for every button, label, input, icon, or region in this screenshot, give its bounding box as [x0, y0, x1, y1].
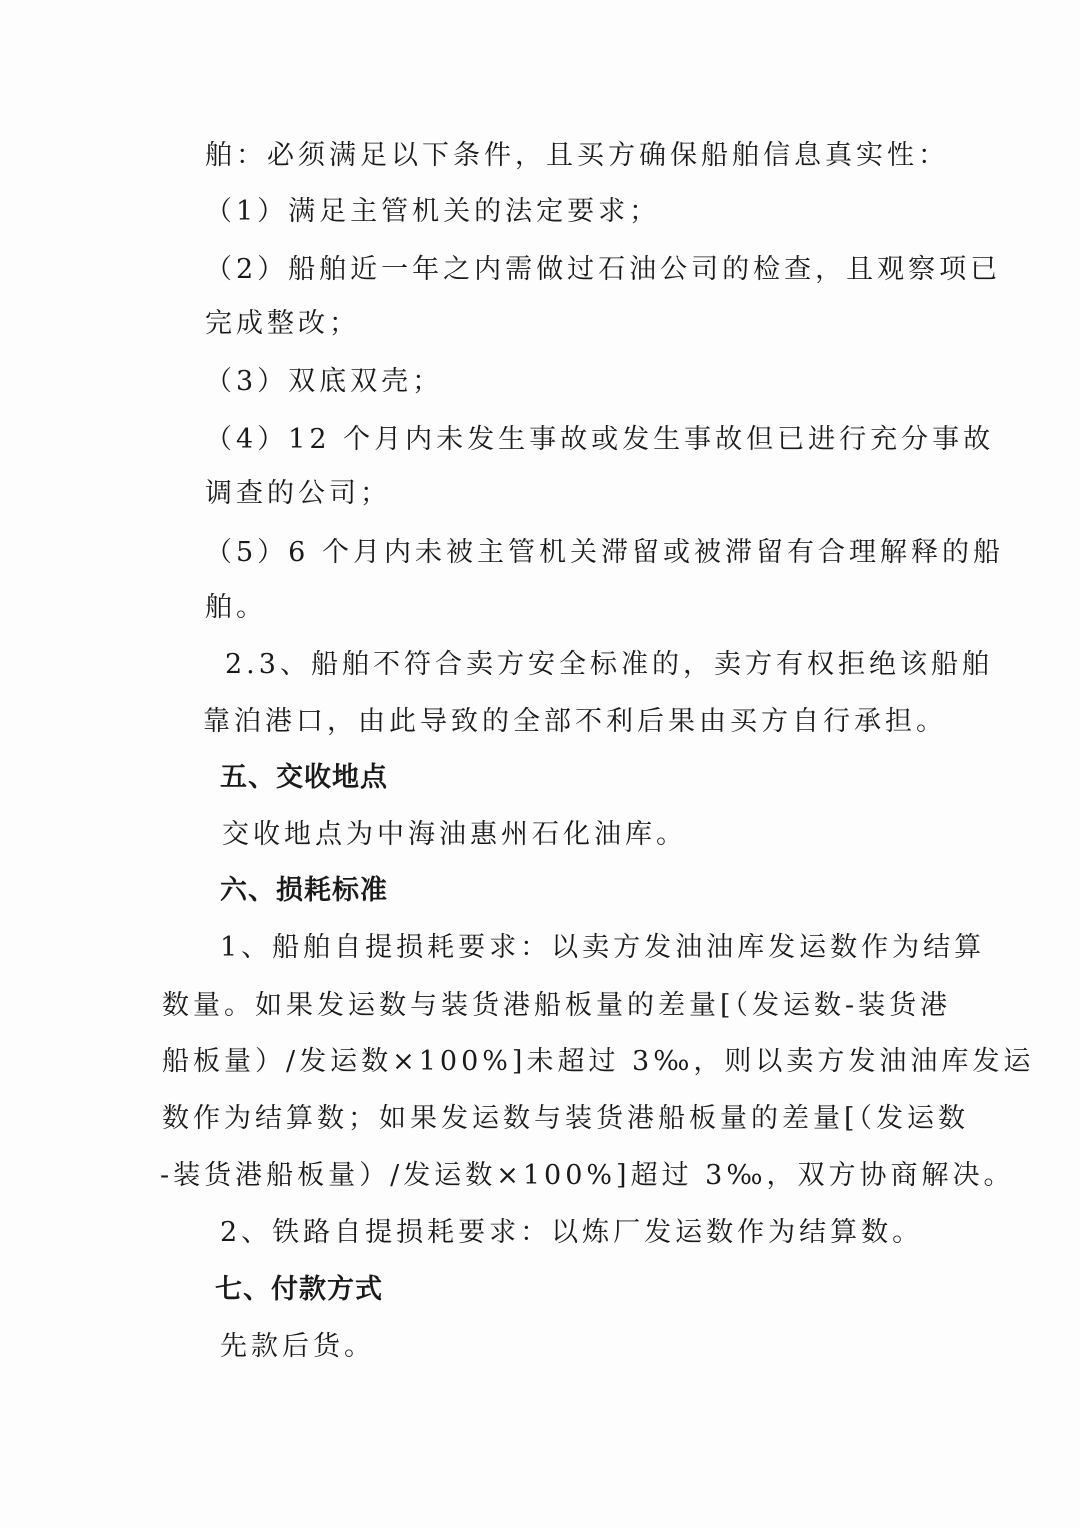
section-heading-loss-standard: 六、损耗标准	[220, 875, 388, 906]
paragraph-line: -装货港船板量）/发运数×100%]超过 3‰，双方协商解决。	[160, 1160, 1015, 1191]
paragraph-line: （5）6 个月内未被主管机关滞留或被滞留有合理解释的船	[205, 537, 1004, 568]
paragraph-line: （4）12 个月内未发生事故或发生事故但已进行充分事故	[205, 424, 995, 455]
paragraph-line: 2、铁路自提损耗要求：以炼厂发运数作为结算数。	[220, 1217, 924, 1248]
paragraph-line: 完成整改；	[205, 308, 360, 339]
paragraph-line: 数作为结算数；如果发运数与装货港船板量的差量[（发运数	[162, 1103, 970, 1134]
paragraph-line: 调查的公司；	[205, 478, 391, 509]
paragraph-line: 数量。如果发运数与装货港船板量的差量[（发运数-装货港	[162, 990, 952, 1021]
paragraph-line: （3）双底双壳；	[205, 366, 444, 397]
paragraph-line: 2.3、船舶不符合卖方安全标准的，卖方有权拒绝该船舶	[225, 649, 993, 680]
paragraph-line: （1）满足主管机关的法定要求；	[205, 196, 661, 227]
paragraph-line: 舶。	[205, 592, 267, 623]
paragraph-line: 1、船舶自提损耗要求：以卖方发油油库发运数作为结算	[220, 932, 986, 963]
paragraph-line: 舶：必须满足以下条件，且买方确保船舶信息真实性：	[205, 140, 949, 171]
paragraph-line: 船板量）/发运数×100%]未超过 3‰，则以卖方发油油库发运	[162, 1046, 1035, 1077]
paragraph-line: 交收地点为中海油惠州石化油库。	[222, 819, 687, 850]
section-heading-delivery-location: 五、交收地点	[220, 762, 388, 793]
section-heading-payment-method: 七、付款方式	[215, 1274, 383, 1305]
paragraph-line: 先款后货。	[220, 1331, 375, 1362]
paragraph-line: （2）船舶近一年之内需做过石油公司的检查，且观察项已	[205, 254, 1002, 285]
paragraph-line: 靠泊港口，由此导致的全部不利后果由买方自行承担。	[203, 706, 947, 737]
